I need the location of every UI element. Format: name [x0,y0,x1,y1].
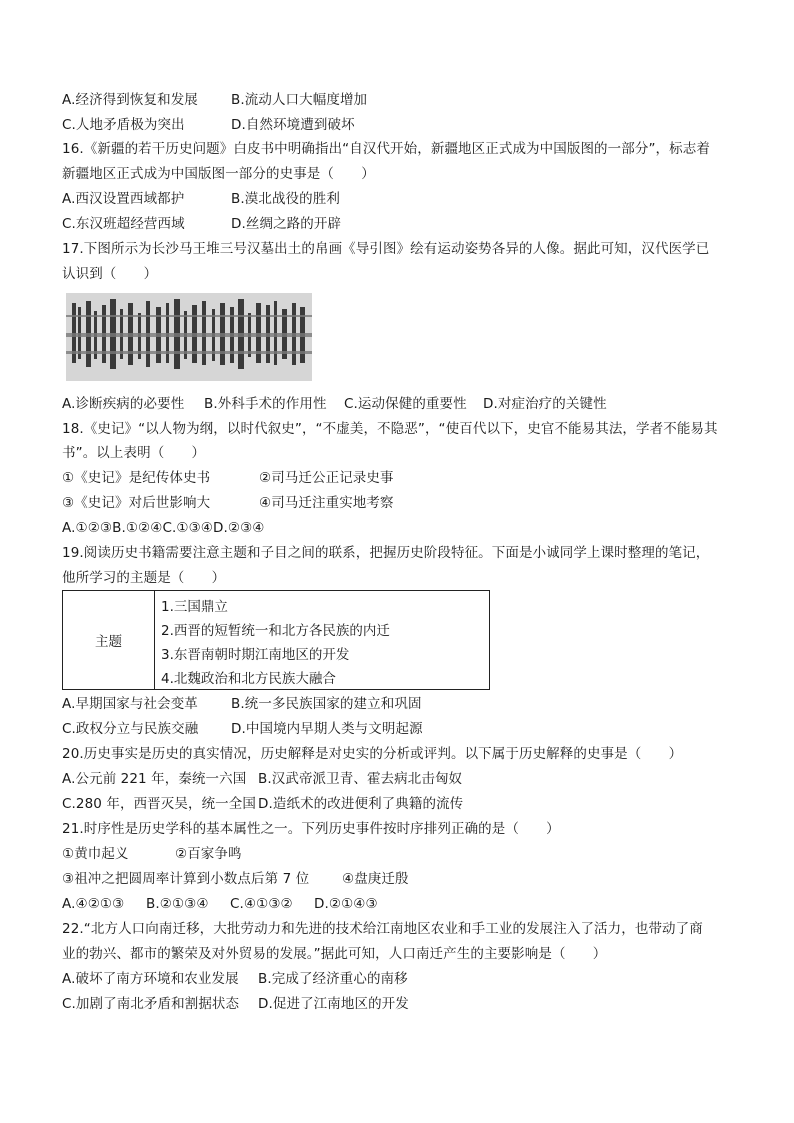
q16-stem-line1: 16.《新疆的若干历史问题》白皮书中明确指出“自汉代开始，新疆地区正式成为中国版图的一部分”，标志着 [62,141,710,157]
q19-option-b: B.统一多民族国家的建立和巩固 [231,696,422,712]
q15-option-d: D.自然环境遭到破坏 [231,117,355,133]
q22-option-a: A.破坏了南方环境和农业发展 [62,971,239,987]
q18-statement-1: ①《史记》是纪传体史书 [62,470,211,486]
theme-item: 3.东晋南朝时期江南地区的开发 [161,647,350,663]
q17-stem-line1: 17.下图所示为长沙马王堆三号汉墓出土的帛画《导引图》绘有运动姿势各异的人像。据此可知，汉代医学已 [62,241,710,257]
q21-statement-2: ②百家争鸣 [175,846,242,862]
q20-option-a: A.公元前 221 年，秦统一六国 [62,771,247,787]
q17-option-c: C.运动保健的重要性 [344,396,467,412]
q16-option-a: A.西汉设置西域都护 [62,191,185,207]
q21-statement-1: ①黄巾起义 [62,846,129,862]
q18-statement-3: ③《史记》对后世影响大 [62,495,211,511]
q20-option-c: C.280 年，西晋灭吴，统一全国 [62,796,256,812]
q21-option-b: B.②①③④ [146,896,209,912]
theme-table-items [161,595,390,691]
q22-option-d: D.促进了江南地区的开发 [258,996,409,1012]
theme-item: 1.三国鼎立 [161,599,228,615]
theme-item: 2.西晋的短暂统一和北方各民族的内迁 [161,623,390,639]
q22-stem-line1: 22.“北方人口向南迁移，大批劳动力和先进的技术给江南地区农业和手工业的发展注入了活力，也带动了商 [62,921,703,937]
q17-option-d: D.对症治疗的关键性 [483,396,607,412]
theme-item: 4.北魏政治和北方民族大融合 [161,671,336,687]
q20-stem: 20.历史事实是历史的真实情况，历史解释是对史实的分析或评判。以下属于历史解释的史事是（ ） [62,746,683,762]
q15-option-c: C.人地矛盾极为突出 [62,117,185,133]
q18-statement-2: ②司马迁公正记录史事 [259,470,394,486]
q17-option-b: B.外科手术的作用性 [204,396,327,412]
q22-option-c: C.加剧了南北矛盾和割据状态 [62,996,240,1012]
q19-option-a: A.早期国家与社会变革 [62,696,198,712]
q19-stem-line1: 19.阅读历史书籍需要注意主题和子目之间的联系，把握历史阶段特征。下面是小诚同学上课时整理的笔记， [62,545,710,561]
q22-option-b: B.完成了经济重心的南移 [258,971,408,987]
q16-option-c: C.东汉班超经营西域 [62,216,185,232]
q19-option-d: D.中国境内早期人类与文明起源 [231,721,423,737]
q22-stem-line2: 业的勃兴、都市的繁荣及对外贸易的发展。”据此可知，人口南迁产生的主要影响是（ ） [62,946,607,962]
q19-stem-line2: 他所学习的主题是（ ） [62,570,226,586]
q20-option-d: D.造纸术的改进便利了典籍的流传 [258,796,464,812]
q21-option-a: A.④②①③ [62,896,125,912]
q21-option-c: C.④①③② [230,896,293,912]
q18-options: A.①②③B.①②④C.①③④D.②③④ [62,520,265,536]
q20-option-b: B.汉武帝派卫青、霍去病北击匈奴 [258,771,463,787]
q21-statement-3: ③祖冲之把圆周率计算到小数点后第 7 位 [62,871,310,887]
theme-table [62,590,490,690]
q21-stem: 21.时序性是历史学科的基本属性之一。下列历史事件按时序排列正确的是（ ） [62,821,560,837]
q17-option-a: A.诊断疾病的必要性 [62,396,185,412]
q17-stem-line2: 认识到（ ） [62,266,158,282]
q18-statement-4: ④司马迁注重实地考察 [259,495,394,511]
theme-table-label: 主题 [63,591,155,689]
q18-stem-line1: 18.《史记》“以人物为纲，以时代叙史”，“不虚美，不隐恶”，“使百代以下，史官不能易其法，学者不能易其 [62,421,718,437]
daoyin-tu-image [66,293,312,381]
q21-statement-4: ④盘庚迁殷 [342,871,409,887]
q18-stem-line2: 书”。以上表明（ ） [62,445,206,461]
q19-option-c: C.政权分立与民族交融 [62,721,199,737]
q15-option-a: A.经济得到恢复和发展 [62,92,198,108]
q16-option-d: D.丝绸之路的开辟 [231,216,342,232]
q16-stem-line2: 新疆地区正式成为中国版图一部分的史事是（ ） [62,166,375,182]
q15-option-b: B.流动人口大幅度增加 [231,92,368,108]
q16-option-b: B.漠北战役的胜利 [231,191,340,207]
q21-option-d: D.②①④③ [314,896,378,912]
